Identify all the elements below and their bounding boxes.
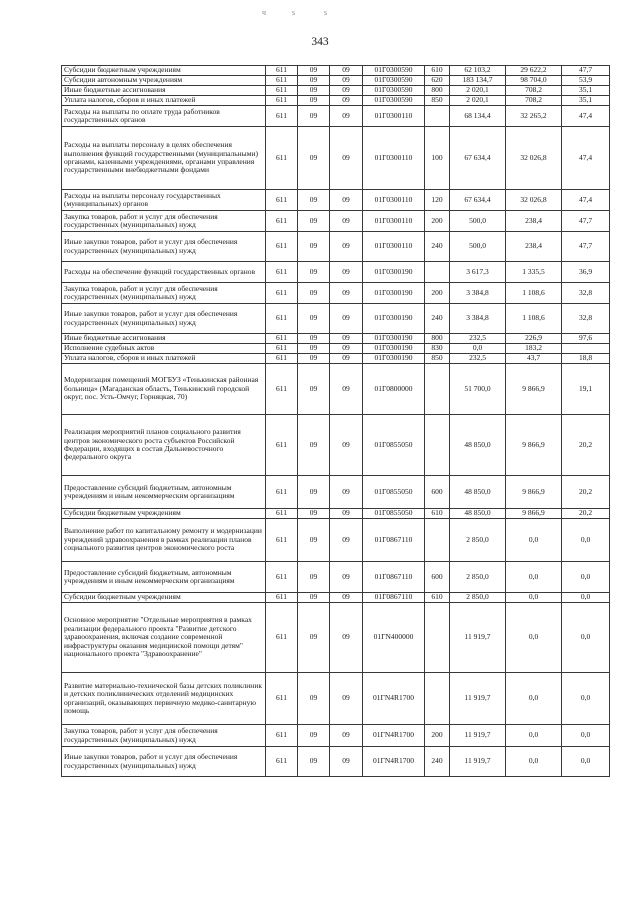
cell-pr: 09: [330, 96, 363, 106]
cell-plan: 500,0: [450, 211, 506, 232]
cell-pct: 32,8: [562, 283, 610, 304]
cell-vr: [425, 603, 450, 673]
cell-fact: 43,7: [506, 354, 562, 364]
cell-rz: 09: [298, 415, 330, 476]
cell-vr: 610: [425, 593, 450, 603]
cell-name: Развитие материально-технической базы детских поликлиник и детских поликлинических отделений медицинских организаций, оказывающих первичную медико-санитарную помощь: [62, 673, 266, 725]
cell-vr: [425, 519, 450, 562]
cell-ved: 611: [266, 211, 298, 232]
cell-csr: 01Г0300110: [363, 232, 425, 262]
cell-plan: 3 617,3: [450, 262, 506, 283]
cell-pr: 09: [330, 211, 363, 232]
cell-rz: 09: [298, 519, 330, 562]
cell-plan: 68 134,4: [450, 106, 506, 127]
table-row: [62, 673, 610, 725]
cell-plan: 11 919,7: [450, 603, 506, 673]
table-row: [62, 354, 610, 364]
cell-name: Уплата налогов, сборов и иных платежей: [62, 354, 266, 364]
cell-pct: 35,1: [562, 86, 610, 96]
cell-rz: 09: [298, 562, 330, 593]
cell-csr: 01Г0300110: [363, 211, 425, 232]
cell-vr: [425, 364, 450, 415]
cell-vr: 200: [425, 211, 450, 232]
cell-csr: 01Г0300190: [363, 334, 425, 344]
cell-pct: 47,7: [562, 232, 610, 262]
cell-ved: 611: [266, 725, 298, 747]
cell-csr: 01Г0300190: [363, 283, 425, 304]
cell-pr: 09: [330, 519, 363, 562]
cell-fact: 9 866,9: [506, 509, 562, 519]
table-row: [62, 127, 610, 190]
cell-pr: 09: [330, 86, 363, 96]
cell-name: Расходы на обеспечение функций государственных органов: [62, 262, 266, 283]
cell-csr: 01Г0300590: [363, 76, 425, 86]
cell-pct: 0,0: [562, 747, 610, 777]
cell-fact: 9 866,9: [506, 415, 562, 476]
cell-name: Субсидии бюджетным учреждениям: [62, 593, 266, 603]
cell-rz: 09: [298, 262, 330, 283]
cell-pr: 09: [330, 725, 363, 747]
budget-table-body: [62, 66, 610, 777]
cell-plan: 2 020,1: [450, 86, 506, 96]
cell-csr: 01ГN4R1700: [363, 747, 425, 777]
cell-pr: 09: [330, 673, 363, 725]
cell-ved: 611: [266, 106, 298, 127]
table-row: [62, 106, 610, 127]
table-row: [62, 364, 610, 415]
cell-ved: 611: [266, 190, 298, 211]
top-scan-marks: [0, 8, 640, 22]
cell-pct: 47,4: [562, 106, 610, 127]
cell-plan: 3 384,8: [450, 283, 506, 304]
cell-pr: 09: [330, 304, 363, 334]
cell-pr: 09: [330, 415, 363, 476]
cell-rz: 09: [298, 476, 330, 509]
cell-fact: 9 866,9: [506, 364, 562, 415]
table-row: [62, 304, 610, 334]
cell-csr: 01Г0300590: [363, 96, 425, 106]
cell-ved: 611: [266, 364, 298, 415]
cell-fact: 226,9: [506, 334, 562, 344]
cell-fact: 32 026,8: [506, 190, 562, 211]
cell-vr: 600: [425, 562, 450, 593]
cell-pct: 0,0: [562, 673, 610, 725]
cell-fact: 1 108,6: [506, 283, 562, 304]
cell-csr: 01Г0300190: [363, 354, 425, 364]
cell-pr: 09: [330, 562, 363, 593]
cell-name: Реализация мероприятий планов социального развития центров экономического роста субъектов Российской Федерации, входящих в состав Дальневосточного федерального округа: [62, 415, 266, 476]
cell-csr: 01Г0855050: [363, 509, 425, 519]
cell-pr: 09: [330, 106, 363, 127]
cell-pct: 0,0: [562, 562, 610, 593]
cell-rz: 09: [298, 106, 330, 127]
cell-fact: 1 335,5: [506, 262, 562, 283]
cell-pct: 47,4: [562, 127, 610, 190]
cell-fact: 0,0: [506, 747, 562, 777]
cell-pr: 09: [330, 354, 363, 364]
cell-plan: 62 103,2: [450, 66, 506, 76]
cell-ved: 611: [266, 127, 298, 190]
cell-rz: 09: [298, 509, 330, 519]
cell-pct: 20,2: [562, 476, 610, 509]
cell-name: Предоставление субсидий бюджетным, автономным учреждениям и иным некоммерческим организациям: [62, 476, 266, 509]
cell-pct: 53,9: [562, 76, 610, 86]
cell-fact: 708,2: [506, 96, 562, 106]
cell-ved: 611: [266, 354, 298, 364]
cell-plan: 67 634,4: [450, 127, 506, 190]
cell-pct: 47,7: [562, 211, 610, 232]
cell-vr: 610: [425, 509, 450, 519]
cell-vr: 200: [425, 283, 450, 304]
cell-plan: 67 634,4: [450, 190, 506, 211]
cell-ved: 611: [266, 344, 298, 354]
cell-ved: 611: [266, 747, 298, 777]
cell-rz: 09: [298, 593, 330, 603]
scan-mark: s: [292, 8, 296, 17]
cell-rz: 09: [298, 127, 330, 190]
cell-csr: 01Г0300110: [363, 106, 425, 127]
cell-vr: 240: [425, 304, 450, 334]
table-row: [62, 593, 610, 603]
page-number: 343: [311, 36, 329, 48]
cell-csr: 01Г0300190: [363, 262, 425, 283]
table-row: [62, 725, 610, 747]
cell-rz: 09: [298, 283, 330, 304]
cell-rz: 09: [298, 232, 330, 262]
table-row: [62, 262, 610, 283]
cell-name: Выполнение работ по капитальному ремонту и модернизации учреждений здравоохранения в рамках реализации планов социального развития центров экономического роста: [62, 519, 266, 562]
cell-csr: 01Г0300190: [363, 304, 425, 334]
cell-plan: 48 850,0: [450, 415, 506, 476]
cell-name: Субсидии автономным учреждениям: [62, 76, 266, 86]
cell-pr: 09: [330, 476, 363, 509]
cell-vr: 800: [425, 86, 450, 96]
cell-pct: 36,9: [562, 262, 610, 283]
table-row: [62, 96, 610, 106]
table-row: [62, 344, 610, 354]
cell-pr: 09: [330, 262, 363, 283]
cell-name: Основное мероприятие "Отдельные мероприятия в рамках реализации федерального проекта "Развитие детского здравоохранения, включая создание современной инфраструктуры оказания медицинской помощи детям" национального проекта "Здравоохранение": [62, 603, 266, 673]
cell-ved: 611: [266, 283, 298, 304]
cell-name: Иные бюджетные ассигнования: [62, 334, 266, 344]
table-row: [62, 86, 610, 96]
cell-csr: 01Г0300110: [363, 190, 425, 211]
cell-fact: 0,0: [506, 562, 562, 593]
cell-ved: 611: [266, 476, 298, 509]
cell-fact: 29 622,2: [506, 66, 562, 76]
cell-plan: 11 919,7: [450, 747, 506, 777]
cell-fact: 1 108,6: [506, 304, 562, 334]
cell-plan: 2 850,0: [450, 562, 506, 593]
table-row: [62, 562, 610, 593]
cell-pr: 09: [330, 593, 363, 603]
cell-fact: 0,0: [506, 519, 562, 562]
cell-name: Расходы на выплаты персоналу государственных (муниципальных) органов: [62, 190, 266, 211]
table-row: [62, 211, 610, 232]
cell-pct: 35,1: [562, 96, 610, 106]
cell-pct: 0,0: [562, 603, 610, 673]
cell-fact: 708,2: [506, 86, 562, 96]
cell-name: Уплата налогов, сборов и иных платежей: [62, 96, 266, 106]
cell-rz: 09: [298, 76, 330, 86]
cell-ved: 611: [266, 232, 298, 262]
cell-vr: 850: [425, 354, 450, 364]
cell-ved: 611: [266, 96, 298, 106]
cell-pct: 47,7: [562, 66, 610, 76]
table-row: [62, 334, 610, 344]
cell-rz: 09: [298, 211, 330, 232]
cell-pr: 09: [330, 66, 363, 76]
table-row: [62, 747, 610, 777]
cell-fact: 98 704,0: [506, 76, 562, 86]
cell-fact: 238,4: [506, 211, 562, 232]
cell-vr: 120: [425, 190, 450, 211]
cell-pr: 09: [330, 364, 363, 415]
cell-fact: 183,2: [506, 344, 562, 354]
cell-pct: 0,0: [562, 725, 610, 747]
cell-vr: 240: [425, 747, 450, 777]
cell-pct: 19,1: [562, 364, 610, 415]
cell-name: Иные закупки товаров, работ и услуг для обеспечения государственных (муниципальных) нужд: [62, 304, 266, 334]
cell-plan: 11 919,7: [450, 725, 506, 747]
cell-name: Иные закупки товаров, работ и услуг для обеспечения государственных (муниципальных) нужд: [62, 232, 266, 262]
cell-csr: 01Г0855050: [363, 476, 425, 509]
cell-vr: 200: [425, 725, 450, 747]
cell-name: Закупка товаров, работ и услуг для обеспечения государственных (муниципальных) нужд: [62, 283, 266, 304]
cell-vr: 240: [425, 232, 450, 262]
cell-name: Предоставление субсидий бюджетным, автономным учреждениям и иным некоммерческим организациям: [62, 562, 266, 593]
cell-rz: 09: [298, 364, 330, 415]
table-row: [62, 603, 610, 673]
cell-plan: 232,5: [450, 354, 506, 364]
cell-plan: 0,0: [450, 344, 506, 354]
scan-mark: s: [324, 8, 328, 17]
cell-plan: 48 850,0: [450, 509, 506, 519]
cell-pct: 32,8: [562, 304, 610, 334]
cell-ved: 611: [266, 593, 298, 603]
cell-rz: 09: [298, 304, 330, 334]
cell-pct: [562, 344, 610, 354]
cell-pct: 0,0: [562, 519, 610, 562]
cell-plan: 48 850,0: [450, 476, 506, 509]
cell-fact: 9 866,9: [506, 476, 562, 509]
cell-pr: 09: [330, 747, 363, 777]
table-row: [62, 66, 610, 76]
cell-pct: 20,2: [562, 509, 610, 519]
cell-vr: 800: [425, 334, 450, 344]
cell-pr: 09: [330, 232, 363, 262]
cell-name: Модернизация помещений МОГБУЗ «Тенькинская районная больница» (Магаданская область, Тенькинский городской округ, пос. Усть-Омчуг, Горняцкая, 70): [62, 364, 266, 415]
cell-pr: 09: [330, 344, 363, 354]
cell-fact: 238,4: [506, 232, 562, 262]
cell-csr: 01Г0300590: [363, 66, 425, 76]
cell-ved: 611: [266, 519, 298, 562]
cell-vr: [425, 415, 450, 476]
cell-pct: 0,0: [562, 593, 610, 603]
cell-ved: 611: [266, 86, 298, 96]
table-row: [62, 519, 610, 562]
cell-ved: 611: [266, 262, 298, 283]
cell-rz: 09: [298, 86, 330, 96]
cell-name: Закупка товаров, работ и услуг для обеспечения государственных (муниципальных) нужд: [62, 211, 266, 232]
cell-vr: [425, 673, 450, 725]
cell-ved: 611: [266, 603, 298, 673]
cell-vr: [425, 262, 450, 283]
cell-ved: 611: [266, 334, 298, 344]
cell-csr: 01Г0300590: [363, 86, 425, 96]
cell-fact: 32 026,8: [506, 127, 562, 190]
cell-plan: 3 384,8: [450, 304, 506, 334]
table-row: [62, 476, 610, 509]
cell-plan: 232,5: [450, 334, 506, 344]
table-row: [62, 509, 610, 519]
cell-pct: 97,6: [562, 334, 610, 344]
scan-mark: ч: [262, 8, 267, 17]
cell-plan: 2 850,0: [450, 519, 506, 562]
table-row: [62, 190, 610, 211]
cell-rz: 09: [298, 334, 330, 344]
cell-plan: 2 850,0: [450, 593, 506, 603]
cell-name: Исполнение судебных актов: [62, 344, 266, 354]
cell-vr: 100: [425, 127, 450, 190]
cell-vr: 830: [425, 344, 450, 354]
cell-fact: 0,0: [506, 725, 562, 747]
cell-ved: 611: [266, 415, 298, 476]
cell-plan: 500,0: [450, 232, 506, 262]
cell-vr: 850: [425, 96, 450, 106]
cell-csr: 01Г0800000: [363, 364, 425, 415]
cell-name: Расходы на выплаты персоналу в целях обеспечения выполнения функций государственными (муниципальными) органами, казенными учреждениями, органами управления государственными внебюджетными фондами: [62, 127, 266, 190]
cell-rz: 09: [298, 603, 330, 673]
cell-rz: 09: [298, 344, 330, 354]
cell-vr: 620: [425, 76, 450, 86]
cell-csr: 01ГN4R1700: [363, 725, 425, 747]
cell-ved: 611: [266, 76, 298, 86]
cell-vr: 600: [425, 476, 450, 509]
cell-rz: 09: [298, 190, 330, 211]
cell-rz: 09: [298, 673, 330, 725]
cell-plan: 51 700,0: [450, 364, 506, 415]
cell-pr: 09: [330, 283, 363, 304]
table-row: [62, 76, 610, 86]
cell-vr: 610: [425, 66, 450, 76]
cell-rz: 09: [298, 96, 330, 106]
cell-csr: 01Г0867110: [363, 519, 425, 562]
cell-pct: 20,2: [562, 415, 610, 476]
cell-rz: 09: [298, 354, 330, 364]
budget-table: [61, 65, 610, 777]
cell-fact: 0,0: [506, 593, 562, 603]
cell-ved: 611: [266, 673, 298, 725]
cell-ved: 611: [266, 66, 298, 76]
cell-plan: 183 134,7: [450, 76, 506, 86]
table-row: [62, 283, 610, 304]
cell-plan: 11 919,7: [450, 673, 506, 725]
cell-pr: 09: [330, 190, 363, 211]
cell-rz: 09: [298, 747, 330, 777]
table-row: [62, 415, 610, 476]
cell-name: Расходы на выплаты по оплате труда работников государственных органов: [62, 106, 266, 127]
cell-csr: 01Г0855050: [363, 415, 425, 476]
cell-csr: 01Г0300190: [363, 344, 425, 354]
cell-name: Закупка товаров, работ и услуг для обеспечения государственных (муниципальных) нужд: [62, 725, 266, 747]
cell-plan: 2 020,1: [450, 96, 506, 106]
cell-name: Субсидии бюджетным учреждениям: [62, 66, 266, 76]
cell-ved: 611: [266, 509, 298, 519]
cell-name: Иные бюджетные ассигнования: [62, 86, 266, 96]
cell-fact: 32 265,2: [506, 106, 562, 127]
cell-vr: [425, 106, 450, 127]
cell-csr: 01ГN400000: [363, 603, 425, 673]
cell-pr: 09: [330, 509, 363, 519]
cell-ved: 611: [266, 562, 298, 593]
cell-ved: 611: [266, 304, 298, 334]
cell-pct: 18,8: [562, 354, 610, 364]
cell-pr: 09: [330, 76, 363, 86]
cell-csr: 01Г0867110: [363, 593, 425, 603]
cell-pr: 09: [330, 127, 363, 190]
cell-name: Иные закупки товаров, работ и услуг для обеспечения государственных (муниципальных) нужд: [62, 747, 266, 777]
cell-csr: 01ГN4R1700: [363, 673, 425, 725]
cell-pr: 09: [330, 334, 363, 344]
table-row: [62, 232, 610, 262]
cell-rz: 09: [298, 725, 330, 747]
cell-name: Субсидии бюджетным учреждениям: [62, 509, 266, 519]
cell-rz: 09: [298, 66, 330, 76]
cell-pct: 47,4: [562, 190, 610, 211]
cell-fact: 0,0: [506, 673, 562, 725]
cell-pr: 09: [330, 603, 363, 673]
cell-csr: 01Г0300110: [363, 127, 425, 190]
cell-csr: 01Г0867110: [363, 562, 425, 593]
cell-fact: 0,0: [506, 603, 562, 673]
